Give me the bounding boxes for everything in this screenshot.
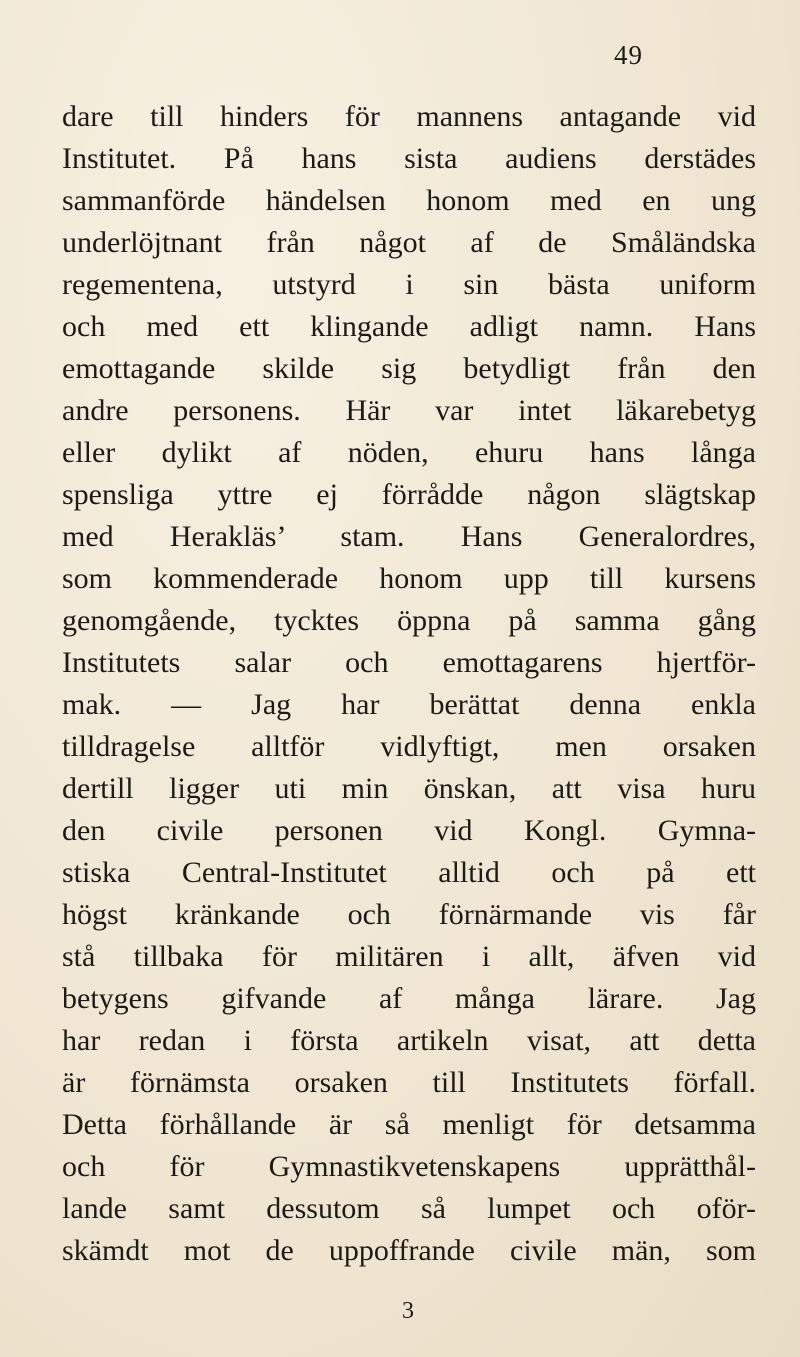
body-text xyxy=(62,96,756,1272)
text-line: Detta förhållande är så menligt för detsamma xyxy=(62,1108,756,1141)
text-line: betygens gifvande af många lärare. Jag xyxy=(62,982,756,1015)
text-line: Institutets salar och emottagarens hjertför- xyxy=(62,646,756,679)
text-line: emottagande skilde sig betydligt från den xyxy=(62,352,756,385)
text-line: regementena, utstyrd i sin bästa uniform xyxy=(62,268,756,301)
text-line: eller dylikt af nöden, ehuru hans långa xyxy=(62,436,756,469)
text-line: har redan i första artikeln visat, att detta xyxy=(62,1024,756,1057)
text-line: genomgående, tycktes öppna på samma gång xyxy=(62,604,756,637)
text-line: dertill ligger uti min önskan, att visa huru xyxy=(62,772,756,805)
text-line: skämdt mot de uppoffrande civile män, som xyxy=(62,1234,756,1267)
text-line: som kommenderade honom upp till kursens xyxy=(62,562,756,595)
text-line: högst kränkande och förnärmande vis får xyxy=(62,898,756,931)
text-line: andre personens. Här var intet läkarebetyg xyxy=(62,394,756,427)
text-line: och med ett klingande adligt namn. Hans xyxy=(62,310,756,343)
text-line: stiska Central-Institutet alltid och på ett xyxy=(62,856,756,889)
text-line: spensliga yttre ej förrådde någon slägtskap xyxy=(62,478,756,511)
text-line: mak. — Jag har berättat denna enkla xyxy=(62,688,756,721)
text-line: och för Gymnastikvetenskapens upprätthål- xyxy=(62,1150,756,1183)
text-line: är förnämsta orsaken till Institutets förfall. xyxy=(62,1066,756,1099)
text-line: lande samt dessutom så lumpet och oför- xyxy=(62,1192,756,1225)
signature-mark: 3 xyxy=(402,1298,414,1324)
text-line: Institutet. På hans sista audiens derstädes xyxy=(62,142,756,175)
text-line: den civile personen vid Kongl. Gymna- xyxy=(62,814,756,847)
text-line: stå tillbaka för militären i allt, äfven vid xyxy=(62,940,756,973)
text-line: underlöjtnant från något af de Småländska xyxy=(62,226,756,259)
page-number: 49 xyxy=(614,40,643,70)
text-line: sammanförde händelsen honom med en ung xyxy=(62,184,756,217)
text-line: med Herakläs’ stam. Hans Generalordres, xyxy=(62,520,756,553)
text-line: dare till hinders för mannens antagande vid xyxy=(62,100,756,133)
text-line: tilldragelse alltför vidlyftigt, men orsaken xyxy=(62,730,756,763)
